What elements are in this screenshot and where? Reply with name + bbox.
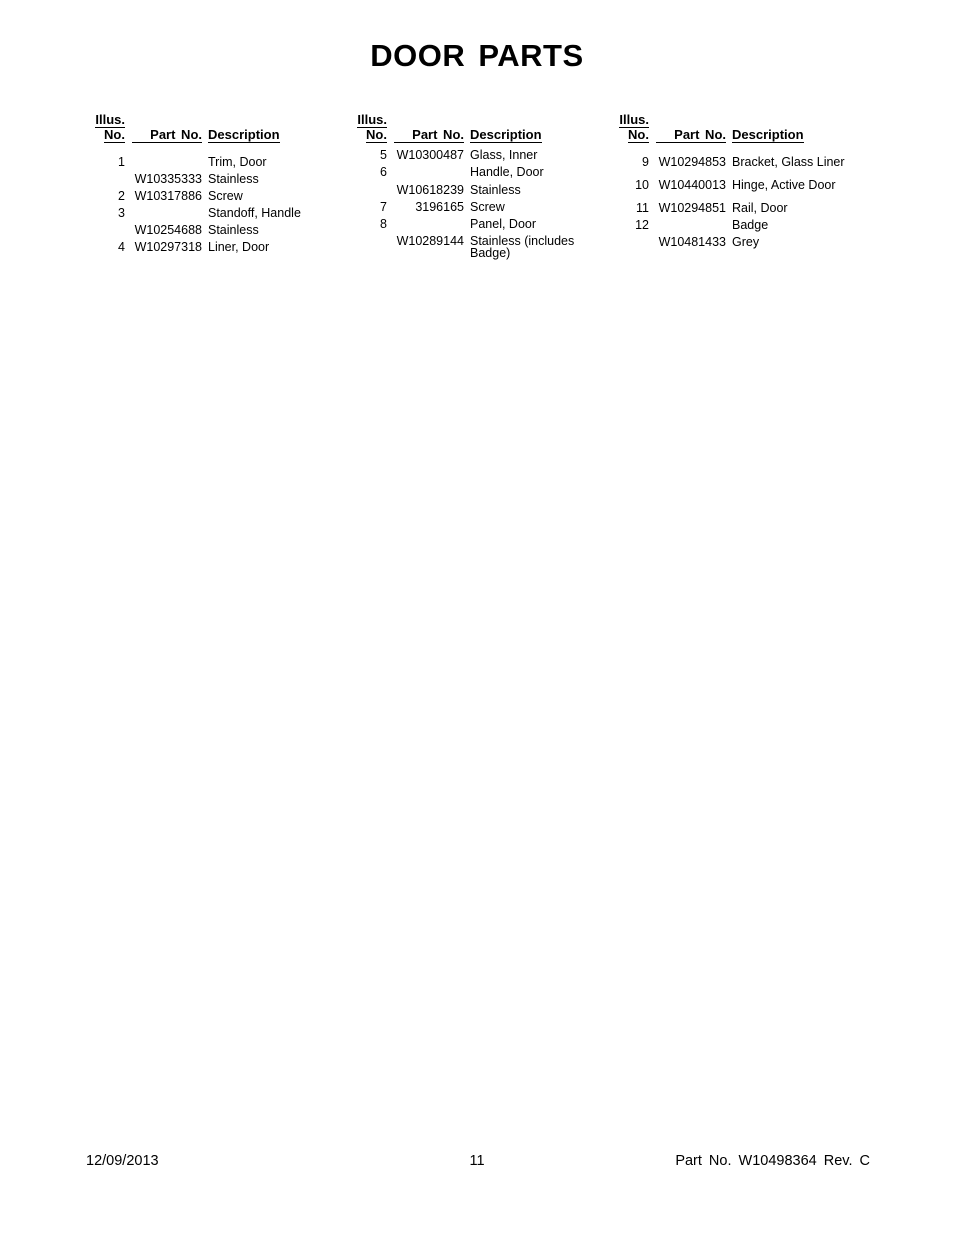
illus-number: 9 — [642, 155, 649, 169]
table-row — [88, 222, 338, 239]
column-header — [88, 112, 338, 146]
table-row — [350, 164, 600, 181]
parts-column-2 — [350, 112, 600, 260]
part-description: Standoff, Handle — [208, 206, 301, 220]
description-header: Description — [470, 127, 542, 142]
part-number: W10294853 — [658, 155, 726, 169]
description-header: Description — [208, 127, 280, 142]
table-row — [88, 154, 338, 171]
illus-number: 7 — [380, 200, 387, 214]
table-row — [612, 234, 862, 251]
table-row — [350, 233, 600, 263]
table-row — [88, 171, 338, 188]
part-number: W10481433 — [658, 235, 726, 249]
part-description: Screw — [208, 189, 243, 203]
illus-number: 8 — [380, 217, 387, 231]
part-description: Bracket, Glass Liner — [732, 155, 845, 169]
parts-column-3 — [612, 112, 862, 249]
table-row — [350, 182, 600, 199]
parts-column-1 — [88, 112, 338, 254]
part-number: W10300487 — [396, 148, 464, 162]
part-number: W10294851 — [658, 201, 726, 215]
footer-page-number: 11 — [469, 1153, 485, 1169]
illus-number: 5 — [380, 148, 387, 162]
part-no-header: Part No. — [394, 127, 464, 143]
part-description: Hinge, Active Door — [732, 178, 836, 192]
part-description: Stainless (includes Badge) — [470, 234, 575, 260]
page-title: DOOR PARTS — [370, 38, 584, 73]
part-description: Panel, Door — [470, 217, 537, 231]
table-row — [88, 205, 338, 222]
part-description: Glass, Inner — [470, 148, 538, 162]
illus-number: 4 — [118, 240, 125, 254]
part-description: Rail, Door — [732, 201, 788, 215]
part-number: W10618239 — [396, 183, 464, 197]
part-no-header: Part No. — [132, 127, 202, 143]
part-number: W10297318 — [134, 240, 202, 254]
table-row — [350, 147, 600, 164]
part-description: Stainless — [208, 223, 259, 237]
part-description: Stainless — [470, 183, 521, 197]
part-description: Handle, Door — [470, 165, 544, 179]
illus-number: 10 — [635, 178, 649, 192]
part-description: Stainless — [208, 172, 259, 186]
part-number: 3196165 — [415, 200, 464, 214]
column-header — [612, 112, 862, 146]
illus-header-line1: Illus. — [619, 112, 649, 127]
illus-header-line2: No. — [366, 127, 387, 142]
table-row — [612, 177, 862, 194]
footer-part-revision: Part No. W10498364 Rev. C — [675, 1153, 870, 1169]
illus-number: 1 — [118, 155, 125, 169]
illus-header-line2: No. — [628, 127, 649, 142]
part-number: W10317886 — [134, 189, 202, 203]
column-header — [350, 112, 600, 146]
footer-date: 12/09/2013 — [86, 1153, 159, 1169]
part-description: Grey — [732, 235, 760, 249]
table-row — [88, 239, 338, 256]
part-number: W10440013 — [658, 178, 726, 192]
table-row — [612, 154, 862, 171]
part-description: Trim, Door — [208, 155, 267, 169]
part-number: W10254688 — [134, 223, 202, 237]
illus-number: 2 — [118, 189, 125, 203]
illus-header-line1: Illus. — [95, 112, 125, 127]
table-row — [350, 199, 600, 216]
part-description: Badge — [732, 218, 769, 232]
part-description: Screw — [470, 200, 505, 214]
illus-number: 11 — [636, 201, 649, 215]
table-row — [612, 217, 862, 234]
part-description: Liner, Door — [208, 240, 270, 254]
part-number: W10335333 — [134, 172, 202, 186]
description-header: Description — [732, 127, 804, 142]
table-row — [612, 200, 862, 217]
illus-number: 12 — [635, 218, 649, 232]
table-row — [350, 216, 600, 233]
illus-number: 6 — [380, 165, 387, 179]
part-number: W10289144 — [396, 234, 464, 248]
part-no-header: Part No. — [656, 127, 726, 143]
illus-header-line2: No. — [104, 127, 125, 142]
illus-header-line1: Illus. — [357, 112, 387, 127]
table-row — [88, 188, 338, 205]
illus-number: 3 — [118, 206, 125, 220]
